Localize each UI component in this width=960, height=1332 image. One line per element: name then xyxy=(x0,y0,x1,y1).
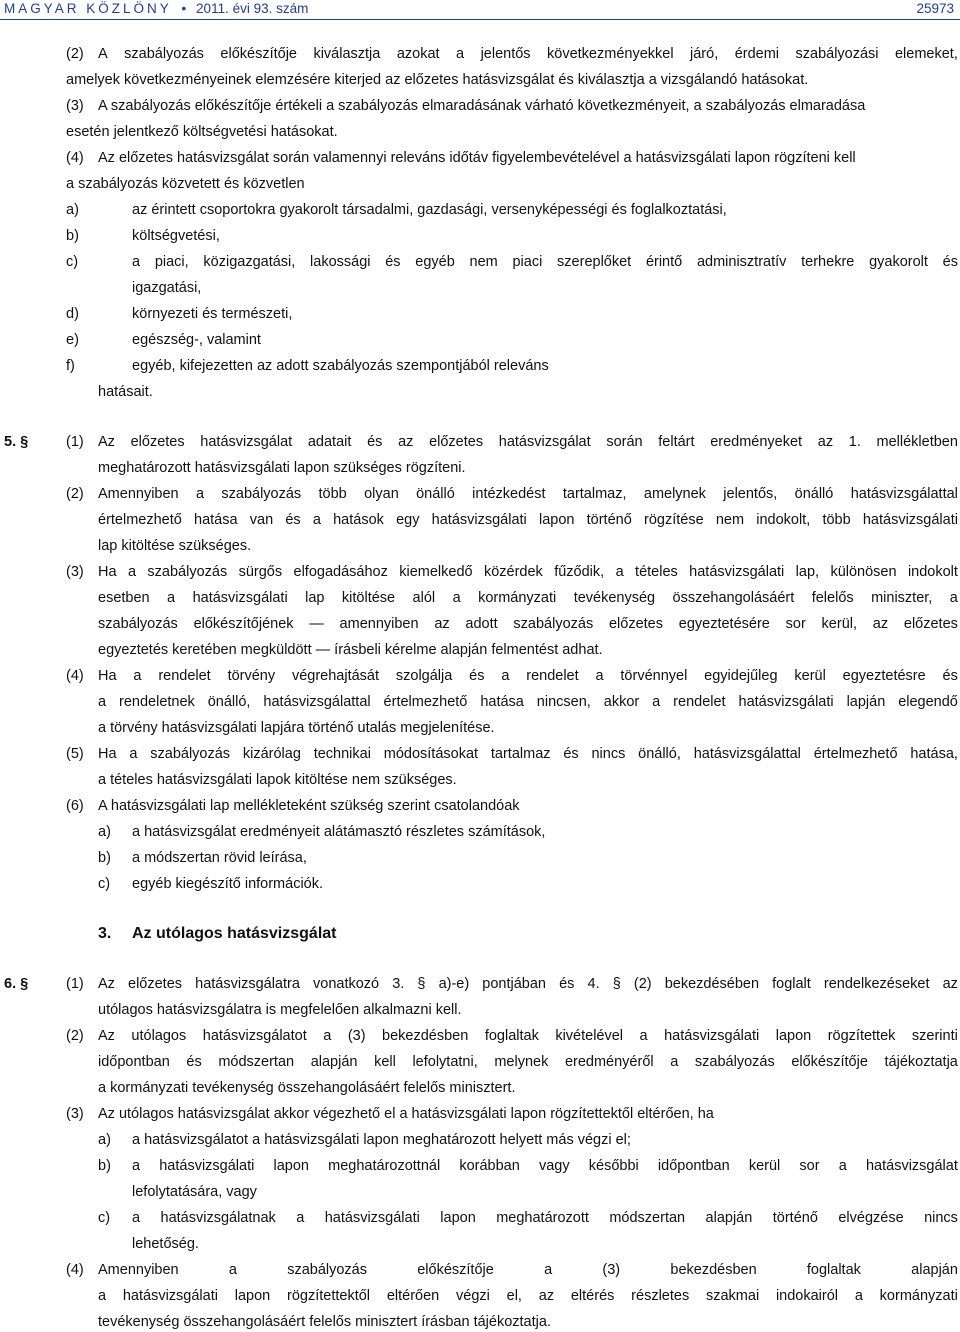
item-text: lehetőség. xyxy=(132,1236,199,1252)
item-text: a hatásvizsgálatot a hatásvizsgálati lapon meghatározott helyett más végzi el; xyxy=(132,1132,631,1148)
chapter-number: 3. xyxy=(98,925,112,942)
item-text: egészség-, valamint xyxy=(132,332,261,348)
item-label: c) xyxy=(98,876,111,892)
text-line: A hatásvizsgálati lap mellékleteként szükség szerint csatolandóak xyxy=(98,798,520,814)
paragraph-number: (4) xyxy=(66,150,84,166)
text-line: esetben a hatásvizsgálati lap kitöltése alól a kormányzati tevékenység összehangolásáért felelős miniszter, a xyxy=(98,590,958,606)
text-line: Az előzetes hatásvizsgálat során valamennyi releváns időtáv figyelembevételével a hatásvizsgálati lapon rögzíteni kell xyxy=(98,150,856,166)
text-line: A szabályozás előkészítője értékeli a szabályozás elmaradásának várható következményeit, a szabályozás elmaradása xyxy=(98,98,866,114)
text-line: Amennyiben a szabályozás több olyan önálló intézkedést tartalmaz, amelynek jelentős, önálló hatásvizsgálattal xyxy=(98,486,958,502)
paragraph-number: (5) xyxy=(66,746,84,762)
publication-header xyxy=(4,1,308,16)
paragraph-number: (3) xyxy=(66,564,84,580)
text-line: időpontban és módszertan alapján kell lefolytatni, melynek eredményéről a szabályozás előkészítője tájékoztatja xyxy=(98,1054,958,1070)
paragraph-number: (3) xyxy=(66,98,84,114)
item-text: igazgatási, xyxy=(132,280,202,296)
item-text: a hatásvizsgálati lapon meghatározottnál korábban vagy későbbi időpontban kerül sor a hatásvizsgálat xyxy=(132,1158,958,1174)
text-line: meghatározott hatásvizsgálati lapon szükséges rögzíteni. xyxy=(98,460,466,476)
item-label: f) xyxy=(66,358,75,374)
paragraph-number: (3) xyxy=(66,1106,84,1122)
issue-label: 2011. évi 93. szám xyxy=(196,1,309,16)
item-text: környezeti és természeti, xyxy=(132,306,293,322)
text-line: amelyek következményeinek elemzésére kiterjed az előzetes hatásvizsgálat és kiválasztja a vizsgálandó hatásokat. xyxy=(66,72,809,88)
item-label: c) xyxy=(98,1210,111,1226)
text-line: Az előzetes hatásvizsgálatra vonatkozó 3. § a)-e) pontjában és 4. § (2) bekezdésében foglalt rendelkezéseket az xyxy=(98,976,958,992)
text-line: Az utólagos hatásvizsgálat akkor végezhető el a hatásvizsgálati lapon rögzítettektől eltérően, ha xyxy=(98,1106,714,1122)
paragraph-number: (6) xyxy=(66,798,84,814)
section-label: 5. § xyxy=(4,434,29,450)
item-label: d) xyxy=(66,306,79,322)
header-rule xyxy=(0,19,960,20)
item-text: egyéb kiegészítő információk. xyxy=(132,876,324,892)
text-line: lap kitöltése szükséges. xyxy=(98,538,252,554)
page-number: 25973 xyxy=(916,1,954,16)
item-label: a) xyxy=(98,824,111,840)
paragraph-number: (4) xyxy=(66,1262,84,1278)
text-line: a rendeletnek önálló, hatásvizsgálattal értelmezhető hatása nincsen, akkor a rendelet hatásvizsgálati lapján elegendő xyxy=(98,694,958,710)
page-header xyxy=(0,0,960,22)
item-text: egyéb, kifejezetten az adott szabályozás szempontjából releváns xyxy=(132,358,549,374)
paragraph-number: (1) xyxy=(66,434,84,450)
text-line: egyeztetés keretében megküldött — írásbeli kérelme alapján felmentést adhat. xyxy=(98,642,603,658)
item-text: költségvetési, xyxy=(132,228,220,244)
text-line: a hatásvizsgálati lapon rögzítettektől eltérően végzi el, az eltérés részletes szakmai indokairól a kormányzati xyxy=(98,1288,958,1304)
item-text: a piaci, közigazgatási, lakossági és egyéb nem piaci szereplőket érintő adminisztratív terhekre gyakorolt és xyxy=(132,254,958,270)
text-line: a kormányzati tevékenység összehangolásáért felelős minisztert. xyxy=(98,1080,516,1096)
text-line: utólagos hatásvizsgálatra is megfelelően alkalmazni kell. xyxy=(98,1002,462,1018)
text-line: Ha a szabályozás sürgős elfogadásához kiemelkedő közérdek fűződik, a tételes hatásvizsgálati lap, különösen indokolt xyxy=(98,564,958,580)
text-line: szabályozás előkészítőjének — amennyiben az adott szabályozás előzetes egyeztetésére sor kerül, az előzetes xyxy=(98,616,958,632)
item-text: a módszertan rövid leírása, xyxy=(132,850,307,866)
text-line: Ha a rendelet törvény végrehajtását szolgálja és a rendelet a törvénnyel egyidejűleg kerül egyeztetésre és xyxy=(98,668,958,684)
paragraph-number: (2) xyxy=(66,1028,84,1044)
text-line: a szabályozás közvetett és közvetlen xyxy=(66,176,305,192)
text-line: esetén jelentkező költségvetési hatásokat. xyxy=(66,124,338,140)
text-line: a tételes hatásvizsgálati lapok kitöltése nem szükséges. xyxy=(98,772,457,788)
paragraph-number: (4) xyxy=(66,668,84,684)
item-text: a hatásvizsgálatnak a hatásvizsgálati lapon meghatározott módszertan alapján történő elvégzése nincs xyxy=(132,1210,958,1226)
item-label: b) xyxy=(98,1158,111,1174)
text-line: A szabályozás előkészítője kiválasztja azokat a jelentős következményekkel járó, érdemi szabályozási elemeket, xyxy=(98,46,958,62)
paragraph-number: (2) xyxy=(66,486,84,502)
item-text: a hatásvizsgálat eredményeit alátámasztó részletes számítások, xyxy=(132,824,546,840)
text-line: Az előzetes hatásvizsgálat adatait és az előzetes hatásvizsgálat során feltárt eredményeket az 1. mellékletben xyxy=(98,434,958,450)
item-label: b) xyxy=(98,850,111,866)
text-line: hatásait. xyxy=(98,384,153,400)
item-label: a) xyxy=(66,202,79,218)
text-line: tevékenység összehangolásáért felelős minisztert írásban tájékoztatja. xyxy=(98,1314,551,1330)
item-label: b) xyxy=(66,228,79,244)
publication-name: MAGYAR KÖZLÖNY xyxy=(4,1,172,16)
chapter-title: Az utólagos hatásvizsgálat xyxy=(132,925,337,942)
section-label: 6. § xyxy=(4,976,29,992)
item-label: a) xyxy=(98,1132,111,1148)
text-line: Amennyiben a szabályozás előkészítője a (3) bekezdésben foglaltak alapján xyxy=(98,1262,958,1278)
text-line: a törvény hatásvizsgálati lapjára történő utalás megjelenítése. xyxy=(98,720,495,736)
text-line: Az utólagos hatásvizsgálatot a (3) bekezdésben foglaltak kivételével a hatásvizsgálati lapon rögzítettek szerinti xyxy=(98,1028,958,1044)
paragraph-number: (1) xyxy=(66,976,84,992)
bullet-separator: • xyxy=(181,1,187,16)
text-line: értelmezhető hatása van és a hatások egy hatásvizsgálati lapon történő rögzítése nem indokolt, több hatásvizsgálati xyxy=(98,512,958,528)
text-line: Ha a szabályozás kizárólag technikai módosításokat tartalmaz és nincs önálló, hatásvizsgálattal értelmezhető hatása, xyxy=(98,746,958,762)
item-text: az érintett csoportokra gyakorolt társadalmi, gazdasági, versenyképességi és foglalkoztatási, xyxy=(132,202,727,218)
item-text: lefolytatására, vagy xyxy=(132,1184,257,1200)
item-label: e) xyxy=(66,332,79,348)
item-label: c) xyxy=(66,254,79,270)
paragraph-number: (2) xyxy=(66,46,84,62)
